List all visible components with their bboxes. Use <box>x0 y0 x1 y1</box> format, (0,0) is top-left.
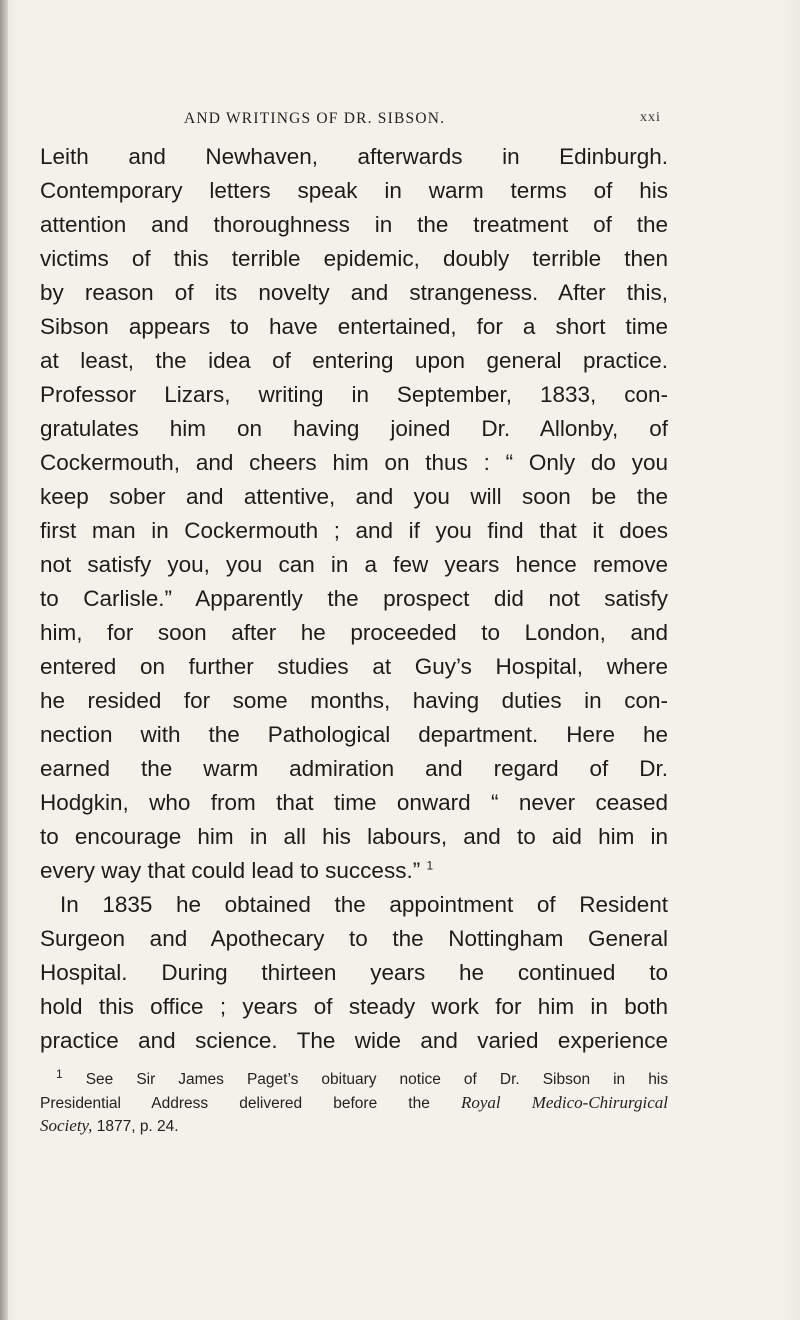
text-line: hold this office ; years of steady work for him in both <box>40 994 668 1019</box>
text-line: at least, the idea of entering upon general practice. <box>40 348 668 373</box>
footnote-line <box>40 1114 668 1137</box>
text-line: to encourage him in all his labours, and to aid him in <box>40 824 668 849</box>
text-line: he resided for some months, having duties in con- <box>40 688 668 713</box>
text-line: not satisfy you, you can in a few years hence remove <box>40 552 668 577</box>
paragraph-start-line: In 1835 he obtained the appointment of Resident <box>60 892 668 917</box>
page-number: xxi <box>640 110 661 125</box>
footnote-marker: 1 <box>56 1066 63 1081</box>
footnote-line <box>40 1068 668 1091</box>
text-line-with-ref <box>40 854 668 888</box>
text-line: Surgeon and Apothecary to the Nottingham General <box>40 926 668 951</box>
text-line: Leith and Newhaven, afterwards in Edinburgh. <box>40 144 668 169</box>
text-line: first man in Cockermouth ; and if you find that it does <box>40 518 668 543</box>
text-line: every way that could lead to success.” <box>40 858 421 883</box>
footnote-reference: 1 <box>426 858 434 873</box>
text-line: entered on further studies at Guy’s Hospital, where <box>40 654 668 679</box>
text-line: practice and science. The wide and varied experience <box>40 1028 668 1053</box>
footnote-text: See Sir James Paget’s obituary notice of Dr. Sibson in his <box>85 1071 669 1088</box>
footnote-text: 1877, p. 24. <box>96 1118 179 1135</box>
text-line: earned the warm admiration and regard of Dr. <box>40 756 668 781</box>
text-line: Hospital. During thirteen years he continued to <box>40 960 668 985</box>
footnote-text: Presidential Address delivered before the <box>40 1095 430 1112</box>
text-line: victims of this terrible epidemic, doubly terrible then <box>40 246 668 271</box>
footnote <box>40 1068 668 1137</box>
text-line: by reason of its novelty and strangeness. After this, <box>40 280 668 305</box>
text-line: attention and thoroughness in the treatment of the <box>40 212 668 237</box>
text-line: to Carlisle.” Apparently the prospect did not satisfy <box>40 586 668 611</box>
text-line: Contemporary letters speak in warm terms of his <box>40 178 668 203</box>
text-line: Professor Lizars, writing in September, 1833, con- <box>40 382 668 407</box>
footnote-line <box>40 1091 668 1114</box>
text-line: Cockermouth, and cheers him on thus : “ Only do you <box>40 450 668 475</box>
running-head <box>0 110 800 134</box>
text-line: Sibson appears to have entertained, for a short time <box>40 314 668 339</box>
text-line: nection with the Pathological department. Here he <box>40 722 668 747</box>
text-line: keep sober and attentive, and you will soon be the <box>40 484 668 509</box>
footnote-journal-title: Royal Medico-Chirurgical <box>460 1093 668 1112</box>
running-head-title: AND WRITINGS OF DR. SIBSON. <box>184 110 446 127</box>
text-line: him, for soon after he proceeded to London, and <box>40 620 668 645</box>
text-line: Hodgkin, who from that time onward “ never ceased <box>40 790 668 815</box>
footnote-journal-title: Society, <box>40 1116 93 1135</box>
page-gutter-shadow <box>0 0 8 1320</box>
body-text <box>40 140 668 1058</box>
text-line: gratulates him on having joined Dr. Allonby, of <box>40 416 668 441</box>
